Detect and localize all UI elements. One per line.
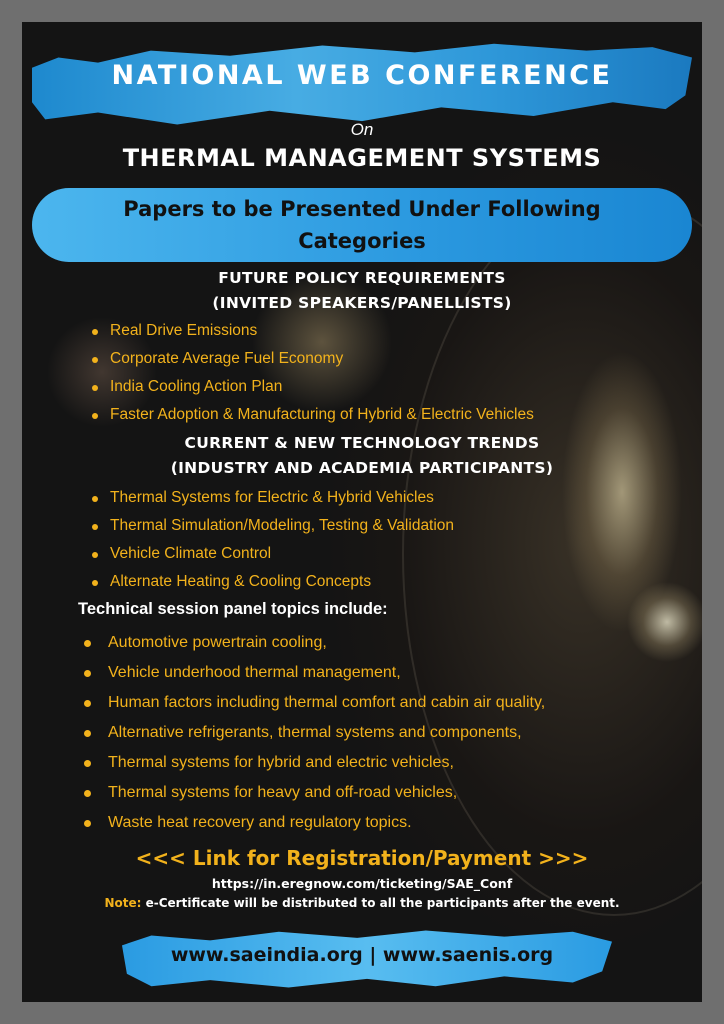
section-heading-line1: FUTURE POLICY REQUIREMENTS <box>218 269 506 287</box>
note-label: Note: <box>104 896 142 910</box>
section-heading-technology <box>22 431 702 481</box>
list-item: Thermal systems for hybrid and electric vehicles, <box>78 748 545 778</box>
list-item: Faster Adoption & Manufacturing of Hybrid & Electric Vehicles <box>90 401 534 429</box>
section-heading-line2: (INDUSTRY AND ACADEMIA PARTICIPANTS) <box>170 459 554 477</box>
conference-title: NATIONAL WEB CONFERENCE <box>111 60 613 91</box>
note-text: e-Certificate will be distributed to all the participants after the event. <box>145 896 620 910</box>
list-item: Thermal systems for heavy and off-road vehicles, <box>78 778 545 808</box>
list-item: India Cooling Action Plan <box>90 373 534 401</box>
list-item: Human factors including thermal comfort and cabin air quality, <box>78 688 545 718</box>
list-item: Thermal Simulation/Modeling, Testing & Validation <box>90 512 454 540</box>
conference-poster <box>22 22 702 1002</box>
website-links[interactable]: www.saeindia.org | www.saenis.org <box>170 944 554 966</box>
certificate-note <box>22 896 702 910</box>
panel-topics-title: Technical session panel topics include: <box>78 600 388 618</box>
list-item: Thermal Systems for Electric & Hybrid Vehicles <box>90 484 454 512</box>
list-item: Alternative refrigerants, thermal systems and components, <box>78 718 545 748</box>
categories-banner-text: Papers to be Presented Under Following Categories <box>123 197 601 253</box>
list-item: Automotive powertrain cooling, <box>78 628 545 658</box>
list-item: Waste heat recovery and regulatory topics. <box>78 808 545 838</box>
categories-banner <box>32 188 692 262</box>
technology-list <box>90 484 454 596</box>
title-connector: On <box>350 120 374 139</box>
section-heading-line1: CURRENT & NEW TECHNOLOGY TRENDS <box>184 434 540 452</box>
list-item: Real Drive Emissions <box>90 317 534 345</box>
section-heading-policy <box>22 266 702 316</box>
list-item: Vehicle Climate Control <box>90 540 454 568</box>
section-heading-line2: (INVITED SPEAKERS/PANELLISTS) <box>212 294 512 312</box>
panel-topics-list <box>78 628 545 838</box>
list-item: Alternate Heating & Cooling Concepts <box>90 568 454 596</box>
policy-list <box>90 317 534 429</box>
conference-subtitle: THERMAL MANAGEMENT SYSTEMS <box>122 144 602 172</box>
list-item: Corporate Average Fuel Economy <box>90 345 534 373</box>
list-item: Vehicle underhood thermal management, <box>78 658 545 688</box>
registration-link[interactable]: <<< Link for Registration/Payment >>> <box>135 846 589 870</box>
registration-url[interactable]: https://in.eregnow.com/ticketing/SAE_Conf <box>211 876 513 891</box>
